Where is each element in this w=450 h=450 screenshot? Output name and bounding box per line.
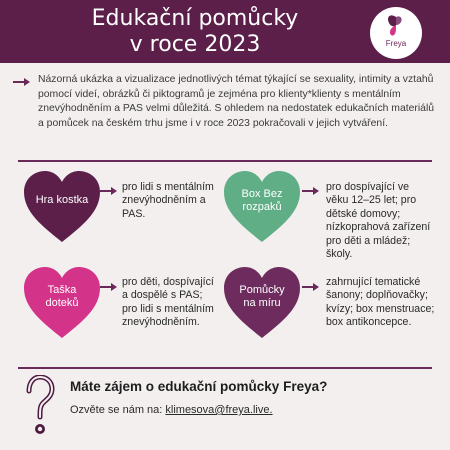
- heart-hra-kostka: [22, 170, 102, 244]
- divider-top: [18, 160, 432, 162]
- item-description: pro dospívající ve věku 12–25 let; pro dětské domovy; nízkoprahová zařízení pro děti a mládež; školy.: [326, 181, 431, 261]
- page-title: [40, 6, 350, 58]
- item-label: Hra kostka: [35, 194, 89, 206]
- cta-contact: [70, 404, 273, 416]
- item-label: Taška doteků: [45, 284, 79, 309]
- heart-taska-doteku: [22, 266, 102, 340]
- logo-text: Freya: [385, 39, 407, 48]
- contact-prefix: Ozvěte se nám na:: [70, 404, 166, 416]
- arrow-icon: [100, 186, 118, 196]
- question-mark-icon: [24, 375, 56, 439]
- heart-icon: [22, 170, 102, 244]
- item-label: Pomůcky na míru: [239, 284, 285, 309]
- header-banner: [0, 0, 450, 63]
- item-description: pro děti, dospívající a dospělé s PAS; pro lidi s mentálním znevýhodněním.: [122, 276, 214, 329]
- heart-box-bez-rozpaku: [222, 170, 302, 244]
- cta-question: Máte zájem o edukační pomůcky Freya?: [70, 379, 328, 394]
- title-line-2: v roce 2023: [129, 32, 261, 57]
- butterfly-icon: [386, 13, 406, 39]
- item-description: pro lidi s mentálním znevýhodněním a PAS.: [122, 181, 214, 220]
- arrow-icon: [100, 282, 118, 292]
- title-line-1: Edukační pomůcky: [91, 6, 299, 31]
- arrow-icon: [302, 282, 320, 292]
- item-label: Box Bez rozpaků: [241, 188, 283, 213]
- heart-pomucky-na-miru: [222, 266, 302, 340]
- divider-bottom: [18, 367, 432, 369]
- arrow-icon: [302, 186, 320, 196]
- item-description: zahrnující tematické šanony; doplňovačky; kvízy; box menstruace; box antikoncepce.: [326, 276, 435, 329]
- email-link[interactable]: klimesova@freya.live.: [165, 404, 273, 416]
- arrow-icon: [13, 77, 31, 87]
- freya-logo: [370, 7, 422, 59]
- intro-paragraph: Názorná ukázka a vizualizace jednotlivých témat týkající se sexuality, intimity a vztahů pomocí videí, obrázků či piktogramů je zejména pro klienty*klienty s mentálním znevýhodněním a PAS velmi důležitá. S ohledem na nedostatek edukačních materiálů a pomůcek na českém trhu jsme i v roce 2023 pokračovali v jejich vytváření.: [38, 74, 435, 129]
